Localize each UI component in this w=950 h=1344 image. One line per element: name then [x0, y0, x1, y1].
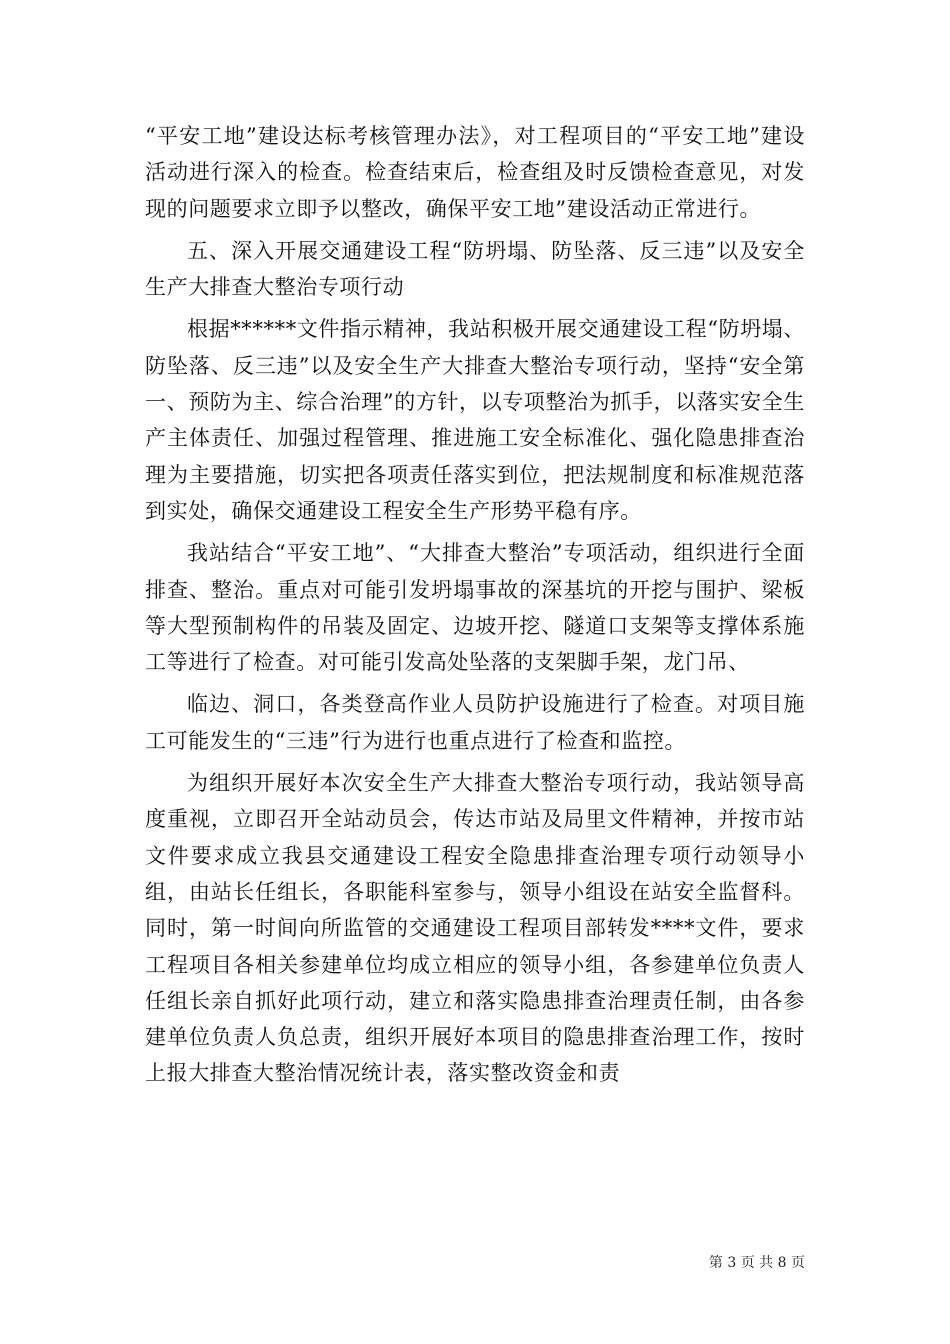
paragraph: 根据******文件指示精神，我站积极开展交通建设工程“防坍塌、防坠落、反三违”以及安全生产大排查大整治专项行动，坚持“安全第一、预防为主、综合治理”的方针，以专项整治为抓手，以落实安全生产主体责任、加强过程管理、推进施工安全标准化、强化隐患排查治理为主要措施，切实把各项责任落实到位，把法规制度和标准规范落到实处，确保交通建设工程安全生产形势平稳有序。 — [145, 317, 805, 523]
section-heading: 五、深入开展交通建设工程“防坍塌、防坠落、反三违”以及安全生产大排查大整治专项行动 — [145, 238, 805, 300]
page-number-footer: 第 3 页 共 8 页 — [708, 1255, 805, 1271]
paragraph-continuation: “平安工地”建设达标考核管理办法》，对工程项目的“平安工地”建设活动进行深入的检查。检查结束后，检查组及时反馈检查意见，对发现的问题要求立即予以整改，确保平安工地”建设活动正常进行。 — [145, 124, 805, 221]
body-text — [145, 118, 805, 1092]
paragraph: 为组织开展好本次安全生产大排查大整治专项行动，我站领导高度重视，立即召开全站动员会，传达市站及局里文件精神，并按市站文件要求成立我县交通建设工程安全隐患排查治理专项行动领导小组，由站长任组长，各职能科室参与，领导小组设在站安全监督科。同时，第一时间向所监管的交通建设工程项目部转发****文件，要求工程项目各相关参建单位均成立相应的领导小组，各参建单位负责人任组长亲自抓好此项行动，建立和落实隐患排查治理责任制，由各参建单位负责人负总责，组织开展好本项目的隐患排查治理工作，按时上报大排查大整治情况统计表，落实整改资金和责 — [145, 771, 805, 1086]
paragraph: 我站结合“平安工地”、“大排查大整治”专项活动，组织进行全面排查、整治。重点对可能引发坍塌事故的深基坑的开挖与围护、梁板等大型预制构件的吊装及固定、边坡开挖、隧道口支架等支撑体系施工等进行了检查。对可能引发高处坠落的支架脚手架，龙门吊、 — [145, 541, 805, 675]
paragraph: 临边、洞口，各类登高作业人员防护设施进行了检查。对项目施工可能发生的“三违”行为进行也重点进行了检查和监控。 — [145, 692, 805, 753]
